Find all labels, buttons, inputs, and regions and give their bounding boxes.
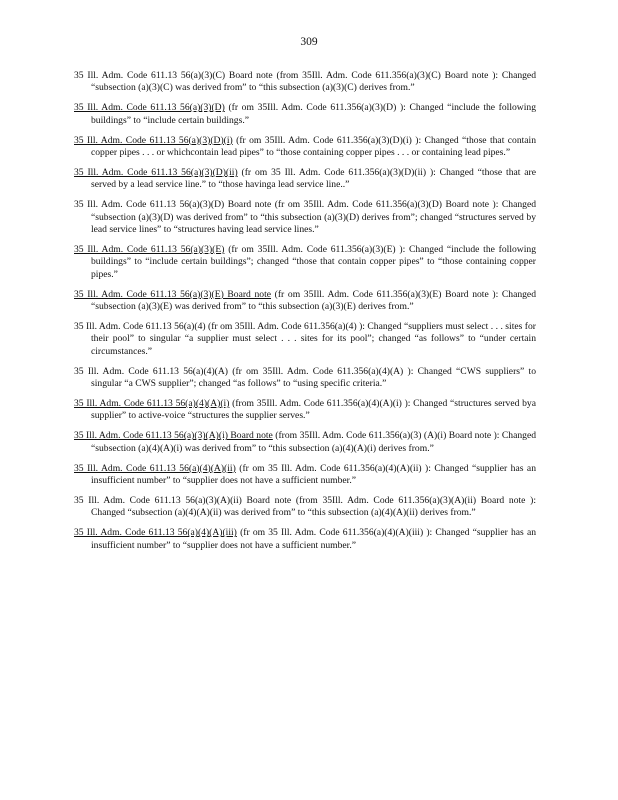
list-item [74,289,536,314]
citation: 35 Ill. Adm. Code 611.13 56(a)(4)(A)(i) [74,398,230,410]
list-item [74,199,536,236]
list-item [74,102,536,127]
citation: 35 Ill. Adm. Code 611.13 56(a)(3)(D)(ii) [74,166,238,178]
list-item [74,244,536,281]
change-description: (fr om 35 Ill. Adm. Code 611.356(a)(3)(D)(ii) ): Changed “those that are served by a lead service line.” to “those havinga lead service line..” [91,166,536,191]
change-description: (fr om 35Ill. Adm. Code 611.356(a)(3)(E) Board note ): Changed “subsection (a)(3)(E) was derived from” to “this subsection (a)(3)(E) derives from.” [91,288,536,313]
amendment-list [74,70,536,560]
citation: 35 Ill. Adm. Code 611.13 56(a)(4)(A)(ii) [74,462,236,474]
change-description: Board note (fr om 35Ill. Adm. Code 611.356(a)(3)(D) Board note ): Changed “subsection (a)(3)(D) was derived from” to “this subsection (a)(3)(D) derives from”; changed “structures served by lead service lines” to “structures having lead service lines.” [91,199,536,236]
citation: 35 Ill. Adm. Code 611.13 56(a)(3)(D) [74,102,225,114]
citation: 35 Ill. Adm. Code 611.13 56(a)(3)(C) [74,70,226,81]
list-item [74,430,536,455]
change-description: (from 35Ill. Adm. Code 611.356(a)(3) (A)(i) Board note ): Changed “subsection (a)(4)(A)(i) was derived from” to “this subsection (a)(4)(A)(i) derives from.” [91,430,537,454]
list-item [74,398,536,423]
change-description: (fr om 35Ill. Adm. Code 611.356(a)(3)(D)(i) ): Changed “those that contain copper pipes . . . or whichcontain lead pipes” to “those containing copper pipes . . . or containing lead pipes.” [91,134,537,159]
list-item [74,495,536,520]
change-description: Board note (from 35Ill. Adm. Code 611.356(a)(3)(C) Board note ): Changed “subsection (a)(3)(C) was derived from” to “this subsection (a)(3)(C) derives from.” [91,70,536,94]
citation: 35 Ill. Adm. Code 611.13 56(a)(3)(E) Board note [74,288,272,300]
citation: 35 Ill. Adm. Code 611.13 56(a)(3)(A)(ii) [74,494,242,506]
list-item [74,70,536,95]
citation: 35 Ill. Adm. Code 611.13 56(a)(3)(A)(i) Board note [74,430,273,442]
list-item [74,527,536,552]
citation: 35 Ill. Adm. Code 611.13 56(a)(3)(D)(i) [74,134,233,146]
change-description: (from 35Ill. Adm. Code 611.356(a)(4)(A)(i) ): Changed “structures served bya supplier” to active-voice “structures the supplier serves.” [91,398,536,422]
page-number: 309 [300,36,318,48]
change-description: Board note (from 35Ill. Adm. Code 611.356(a)(3)(A)(ii) Board note ): Changed “subsection (a)(4)(A)(ii) was derived from” to “this subsection (a)(4)(A)(ii) derives from.” [91,494,536,519]
change-description: (fr om 35Ill. Adm. Code 611.356(a)(4)(A) ): Changed “CWS suppliers” to singular “a CWS supplier”; changed “as follows” to “using specific criteria.” [91,365,536,390]
change-description: (fr om 35Ill. Adm. Code 611.356(a)(3)(D) ): Changed “include the following buildings” to “include certain buildings.” [91,102,536,126]
citation: 35 Ill. Adm. Code 611.13 56(a)(3)(E) [74,243,225,255]
change-description: (fr om 35 Ill. Adm. Code 611.356(a)(4)(A)(ii) ): Changed “supplier has an insufficient number” to “supplier does not have a sufficient number.” [91,462,536,487]
citation: 35 Ill. Adm. Code 611.13 56(a)(4)(A)(iii) [74,527,237,539]
citation: 35 Ill. Adm. Code 611.13 56(a)(3)(D) [74,199,225,211]
citation: 35 Ill. Adm. Code 611.13 56(a)(4)(A) [74,365,228,377]
list-item [74,167,536,192]
change-description: (fr om 35Ill. Adm. Code 611.356(a)(4) ): Changed “suppliers must select . . . sites for their pool” to singular “a supplier must select . . . sites for its pool”; changed “as follows” to “under certain circumstances.” [91,321,536,357]
list-item [74,366,536,391]
list-item [74,463,536,488]
list-item [74,135,536,160]
list-item [74,321,536,358]
citation: 35 Ill. Adm. Code 611.13 56(a)(4) [74,321,206,332]
change-description: (fr om 35 Ill. Adm. Code 611.356(a)(4)(A)(iii) ): Changed “supplier has an insufficient number” to “supplier does not have a sufficient number.” [91,527,537,551]
change-description: (fr om 35Ill. Adm. Code 611.356(a)(3)(E) ): Changed “include the following buildings” to “include certain buildings”; changed “those that contain copper pipes” to “those containing copper pipes.” [91,243,536,280]
